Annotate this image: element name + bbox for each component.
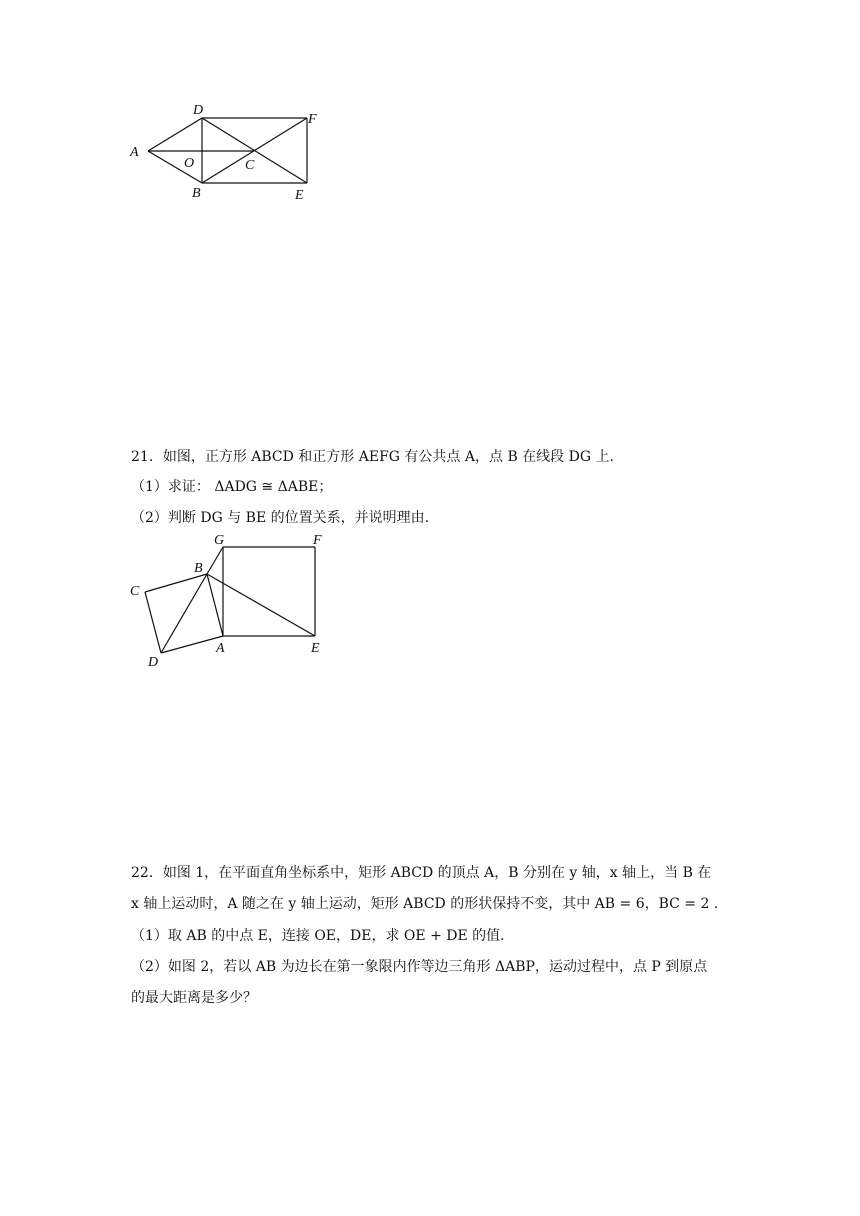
label-B: B xyxy=(192,186,201,201)
label-F: F xyxy=(308,112,317,127)
q22-part2-line1: （2）如图 2，若以 AB 为边长在第一象限内作等边三角形 ΔABP，运动过程中，点 P 到原点 xyxy=(131,959,708,975)
segment-BA xyxy=(207,574,223,636)
label-D: D xyxy=(193,103,204,118)
q22-part2-line2: 的最大距离是多少？ xyxy=(131,990,257,1006)
segment-BG xyxy=(207,547,223,574)
q21-part2: （2）判断 DG 与 BE 的位置关系，并说明理由. xyxy=(131,510,430,526)
segment-DA xyxy=(161,636,223,653)
label-A: A xyxy=(130,145,139,160)
q21-part1: （1）求证： ΔADG ≅ ΔABE； xyxy=(131,479,333,495)
label-F: F xyxy=(313,533,322,548)
segment-CD xyxy=(145,592,161,653)
figure-1-geometry xyxy=(125,96,335,206)
q21-stem: 21．如图，正方形 ABCD 和正方形 AEFG 有公共点 A，点 B 在线段 DG 上. xyxy=(131,449,614,465)
label-C: C xyxy=(245,158,255,173)
label-G: G xyxy=(214,533,225,548)
segment-AD xyxy=(148,118,202,151)
q22-line2: x 轴上运动时，A 随之在 y 轴上运动，矩形 ABCD 的形状保持不变，其中 AB = 6，BC = 2 . xyxy=(131,896,719,912)
label-D: D xyxy=(148,655,159,670)
label-E: E xyxy=(311,641,320,656)
label-C: C xyxy=(130,584,140,599)
label-O: O xyxy=(184,156,195,171)
label-B: B xyxy=(194,561,203,576)
figure-q21-geometry xyxy=(125,530,335,670)
label-E: E xyxy=(295,188,304,203)
q22-line1: 22．如图 1，在平面直角坐标系中，矩形 ABCD 的顶点 A，B 分别在 y 轴，x 轴上，当 B 在 xyxy=(131,865,712,881)
label-A: A xyxy=(216,641,225,656)
q22-part1: （1）取 AB 的中点 E，连接 OE，DE，求 OE + DE 的值. xyxy=(131,928,505,944)
